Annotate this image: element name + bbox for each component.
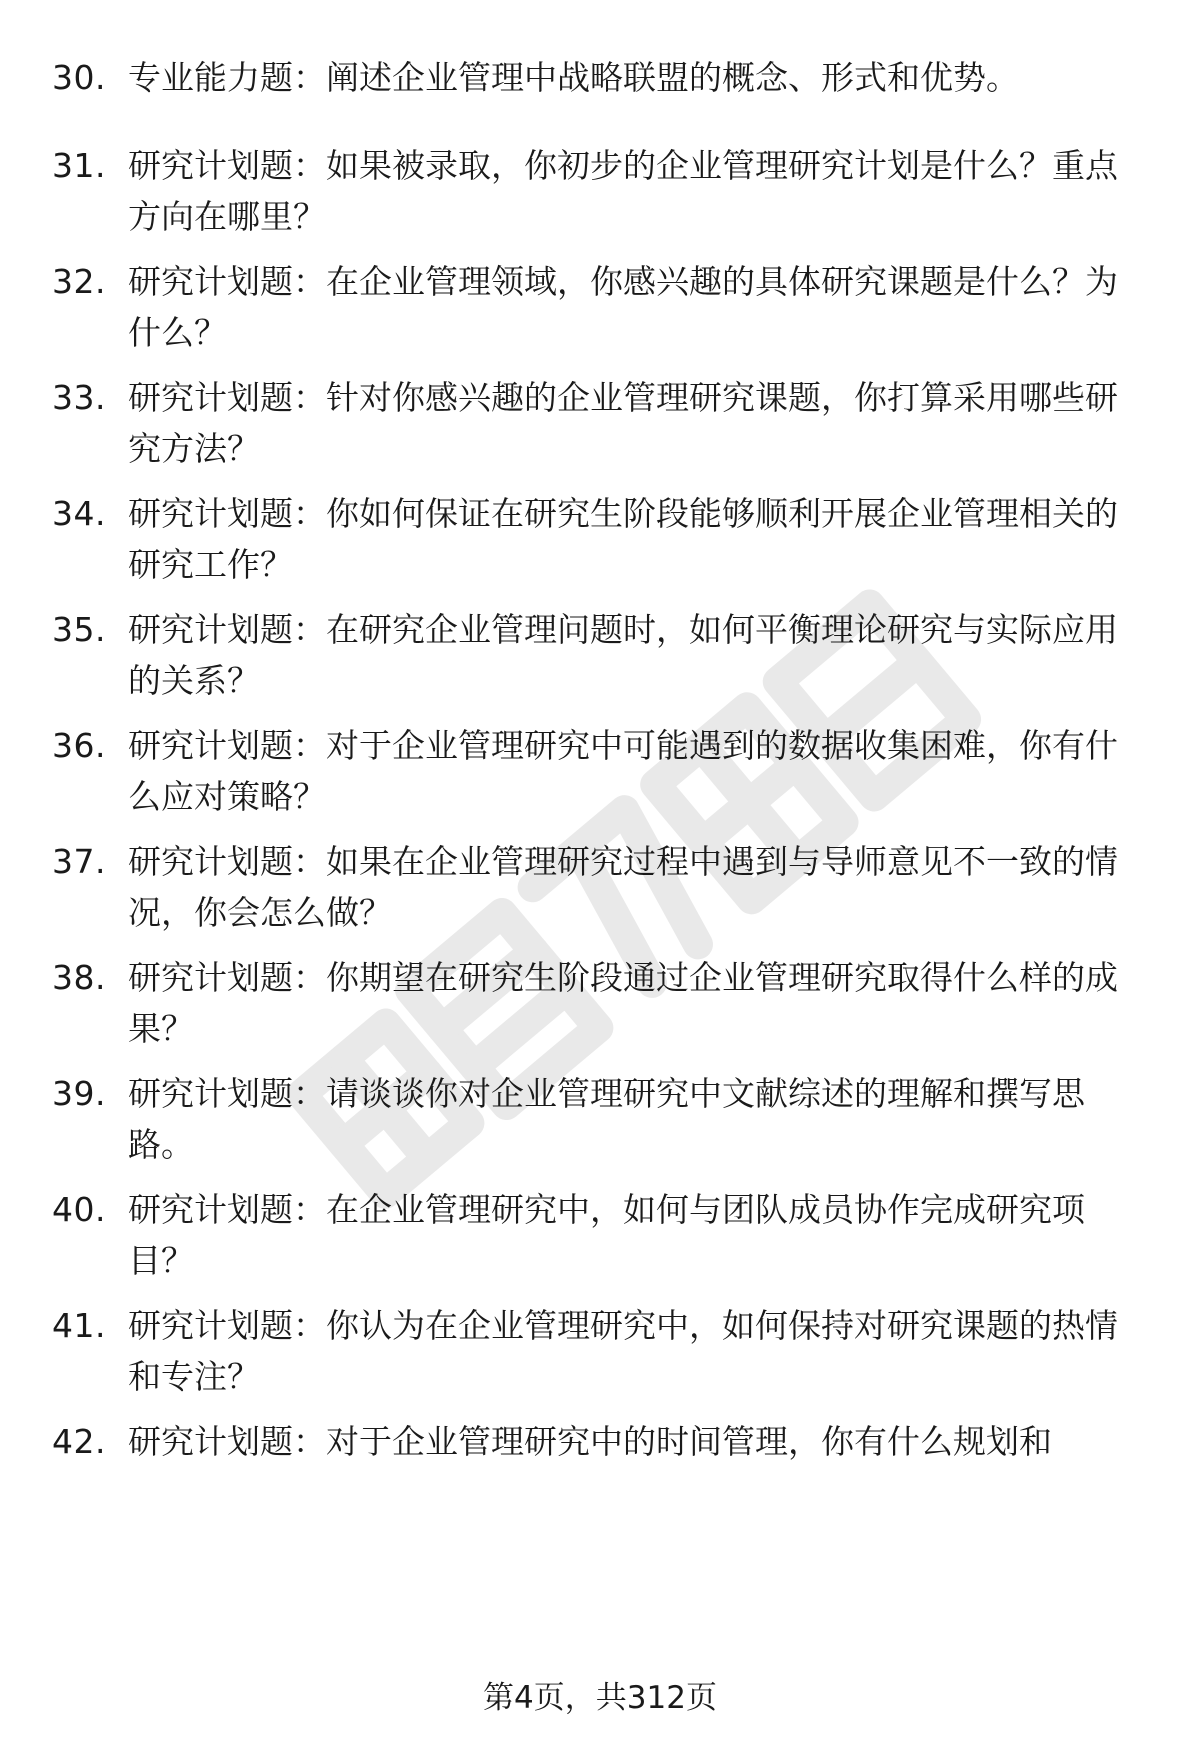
question-item [52,140,1152,242]
question-item [52,488,1152,590]
question-text: 研究计划题：在研究企业管理问题时，如何平衡理论研究与实际应用的关系？ [128,610,1118,700]
question-text: 研究计划题：在企业管理领域，你感兴趣的具体研究课题是什么？为什么？ [128,262,1118,352]
question-number: 34. [52,494,106,533]
question-item [52,256,1152,358]
question-number: 39. [52,1074,106,1113]
question-text: 研究计划题：你期望在研究生阶段通过企业管理研究取得什么样的成果？ [128,958,1118,1048]
question-item [52,52,1152,103]
question-number: 37. [52,842,106,881]
question-number: 40. [52,1190,106,1229]
question-text: 研究计划题：对于企业管理研究中可能遇到的数据收集困难，你有什么应对策略？ [128,726,1118,816]
question-item [52,720,1152,822]
page-number-label: 第4页，共312页 [483,1680,717,1716]
question-item [52,604,1152,706]
question-number: 38. [52,958,106,997]
question-text: 研究计划题：你认为在企业管理研究中，如何保持对研究课题的热情和专注？ [128,1306,1118,1396]
question-text: 研究计划题：在企业管理研究中，如何与团队成员协作完成研究项目？ [128,1190,1085,1280]
question-text: 研究计划题：请谈谈你对企业管理研究中文献综述的理解和撰写思路。 [128,1074,1085,1164]
question-number: 30. [52,58,106,97]
question-text: 研究计划题：对于企业管理研究中的时间管理，你有什么规划和 [128,1422,1052,1461]
question-number: 32. [52,262,106,301]
question-text: 研究计划题：你如何保证在研究生阶段能够顺利开展企业管理相关的研究工作？ [128,494,1118,584]
question-item [52,1068,1152,1170]
page-footer [0,1678,1200,1718]
question-number: 42. [52,1422,106,1461]
question-item [52,372,1152,474]
question-item [52,836,1152,938]
question-number: 31. [52,146,106,185]
question-text: 专业能力题：阐述企业管理中战略联盟的概念、形式和优势。 [128,58,1019,97]
question-text: 研究计划题：针对你感兴趣的企业管理研究课题，你打算采用哪些研究方法？ [128,378,1118,468]
question-text: 研究计划题：如果被录取，你初步的企业管理研究计划是什么？重点方向在哪里？ [128,146,1118,236]
question-number: 33. [52,378,106,417]
question-text: 研究计划题：如果在企业管理研究过程中遇到与导师意见不一致的情况，你会怎么做？ [128,842,1118,932]
question-number: 41. [52,1306,106,1345]
question-item [52,1184,1152,1286]
question-item [52,952,1152,1054]
question-item [52,1300,1152,1402]
question-item [52,1416,1152,1467]
question-number: 35. [52,610,106,649]
question-number: 36. [52,726,106,765]
